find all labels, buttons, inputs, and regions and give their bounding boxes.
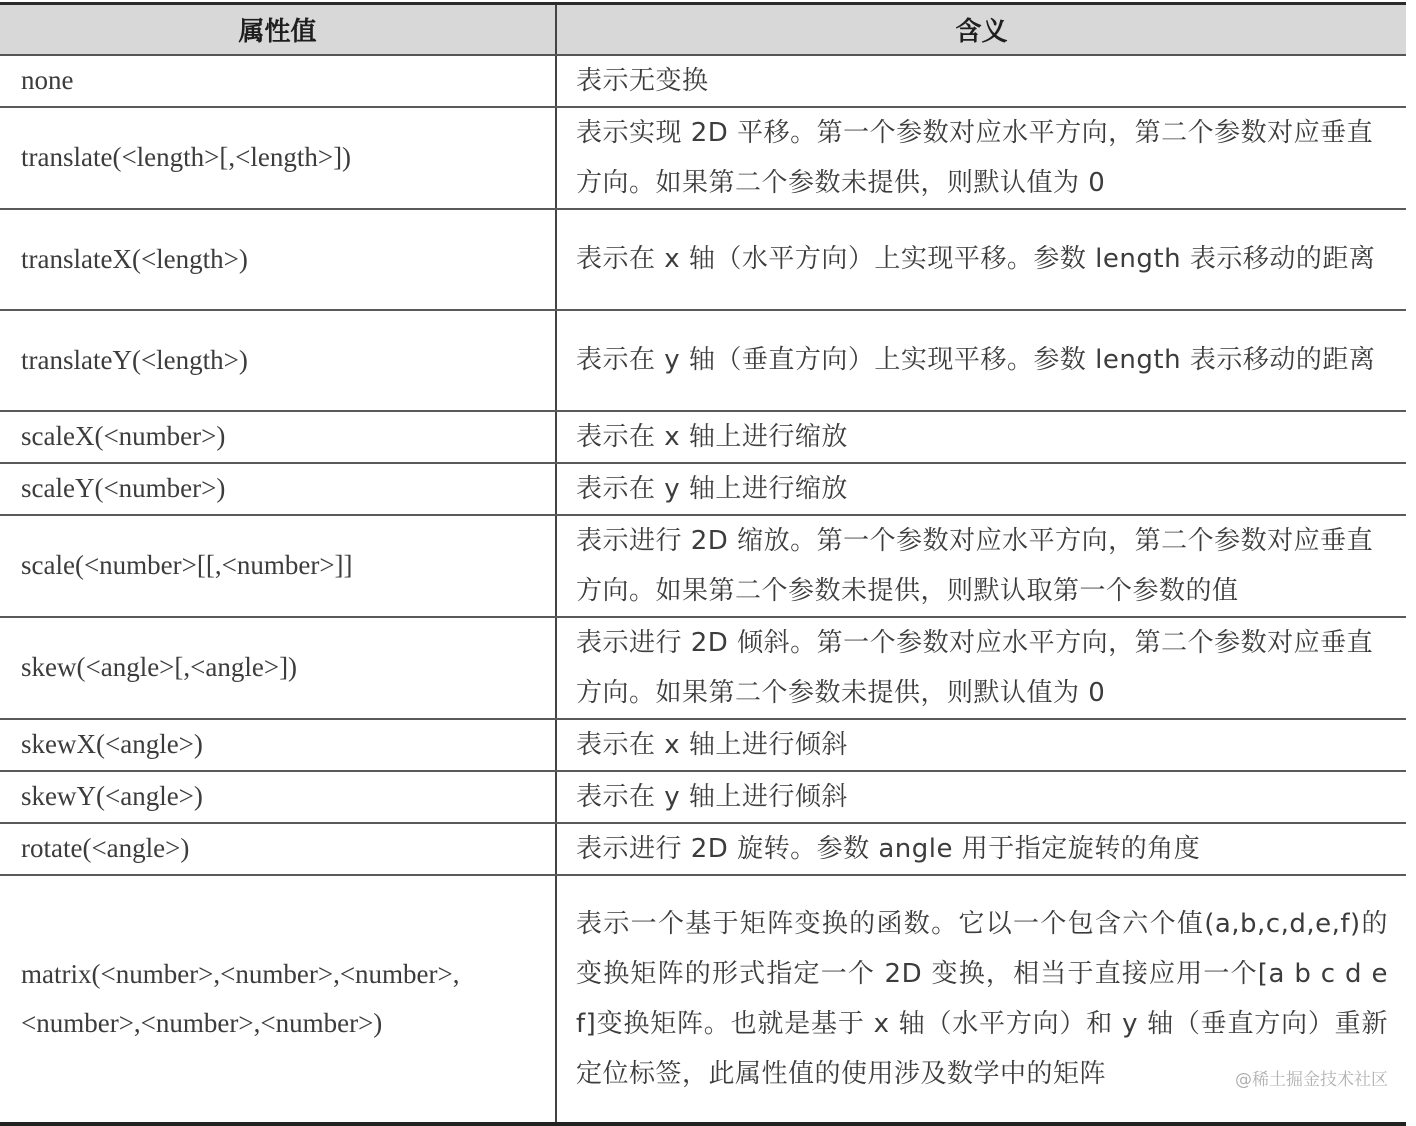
property-value-cell xyxy=(0,107,556,209)
property-value: scaleX(<number>) xyxy=(21,421,226,451)
property-value-cell xyxy=(0,209,556,310)
table-row xyxy=(0,719,1406,771)
meaning-cell: 表示在 x 轴（水平方向）上实现平移。参数 length 表示移动的距离 xyxy=(556,209,1406,310)
property-value-cell xyxy=(0,310,556,411)
property-value-cell xyxy=(0,771,556,823)
table-row xyxy=(0,55,1406,107)
meaning-cell: 表示在 x 轴上进行缩放 xyxy=(556,411,1406,463)
table-row xyxy=(0,823,1406,875)
watermark: @稀土掘金技术社区 xyxy=(1235,1070,1388,1090)
property-value: translateY(<length>) xyxy=(21,344,248,375)
meaning-cell: 表示在 y 轴上进行缩放 xyxy=(556,463,1406,515)
table-row xyxy=(0,463,1406,515)
table-row xyxy=(0,875,1406,1124)
table-row xyxy=(0,617,1406,719)
property-value: none xyxy=(21,65,74,95)
property-value: skewY(<angle>) xyxy=(21,781,203,811)
property-value: translate(<length>[,<length>]) xyxy=(21,142,352,172)
property-value-cell xyxy=(0,719,556,771)
table-row xyxy=(0,515,1406,617)
property-value-cell xyxy=(0,411,556,463)
table-row xyxy=(0,107,1406,209)
meaning-cell: 表示进行 2D 旋转。参数 angle 用于指定旋转的角度 xyxy=(556,823,1406,875)
meaning-cell: 表示在 y 轴上进行倾斜 xyxy=(556,771,1406,823)
property-value: rotate(<angle>) xyxy=(21,833,190,863)
property-value-line-2: <number>,<number>,<number>) xyxy=(21,1007,383,1038)
property-value: translateX(<length>) xyxy=(21,243,248,274)
property-value: scaleY(<number>) xyxy=(21,473,226,503)
meaning-cell: 表示在 x 轴上进行倾斜 xyxy=(556,719,1406,771)
property-value-cell xyxy=(0,515,556,617)
meaning-cell: 表示实现 2D 平移。第一个参数对应水平方向，第二个参数对应垂直方向。如果第二个参数未提供，则默认值为 0 xyxy=(556,107,1406,209)
column-header-value: 属性值 xyxy=(0,4,556,55)
property-value-line-1: matrix(<number>,<number>,<number>, xyxy=(21,958,460,989)
property-value-cell xyxy=(0,823,556,875)
css-transform-values-table xyxy=(0,2,1406,1126)
meaning-cell: 表示无变换 xyxy=(556,55,1406,107)
property-value-cell xyxy=(0,875,556,1124)
table-header-row xyxy=(0,4,1406,55)
property-value: skewX(<angle>) xyxy=(21,729,203,759)
property-value: scale(<number>[[,<number>]] xyxy=(21,550,353,580)
meaning-cell: 表示在 y 轴（垂直方向）上实现平移。参数 length 表示移动的距离 xyxy=(556,310,1406,411)
meaning-cell: 表示一个基于矩阵变换的函数。它以一个包含六个值(a,b,c,d,e,f)的变换矩阵的形式指定一个 2D 变换，相当于直接应用一个[a b c d e f]变换矩阵。也就是基于 x 轴（水平方向）和 y 轴（垂直方向）重新定位标签，此属性值的使用涉及数学中的矩阵 xyxy=(556,875,1406,1124)
table-row xyxy=(0,411,1406,463)
property-value: skew(<angle>[,<angle>]) xyxy=(21,652,298,682)
table-row xyxy=(0,771,1406,823)
column-header-meaning: 含义 xyxy=(556,4,1406,55)
table-row xyxy=(0,310,1406,411)
meaning-cell: 表示进行 2D 缩放。第一个参数对应水平方向，第二个参数对应垂直方向。如果第二个参数未提供，则默认取第一个参数的值 xyxy=(556,515,1406,617)
property-value-cell xyxy=(0,463,556,515)
property-value-cell xyxy=(0,55,556,107)
property-value-cell xyxy=(0,617,556,719)
table-row xyxy=(0,209,1406,310)
meaning-cell: 表示进行 2D 倾斜。第一个参数对应水平方向，第二个参数对应垂直方向。如果第二个参数未提供，则默认值为 0 xyxy=(556,617,1406,719)
